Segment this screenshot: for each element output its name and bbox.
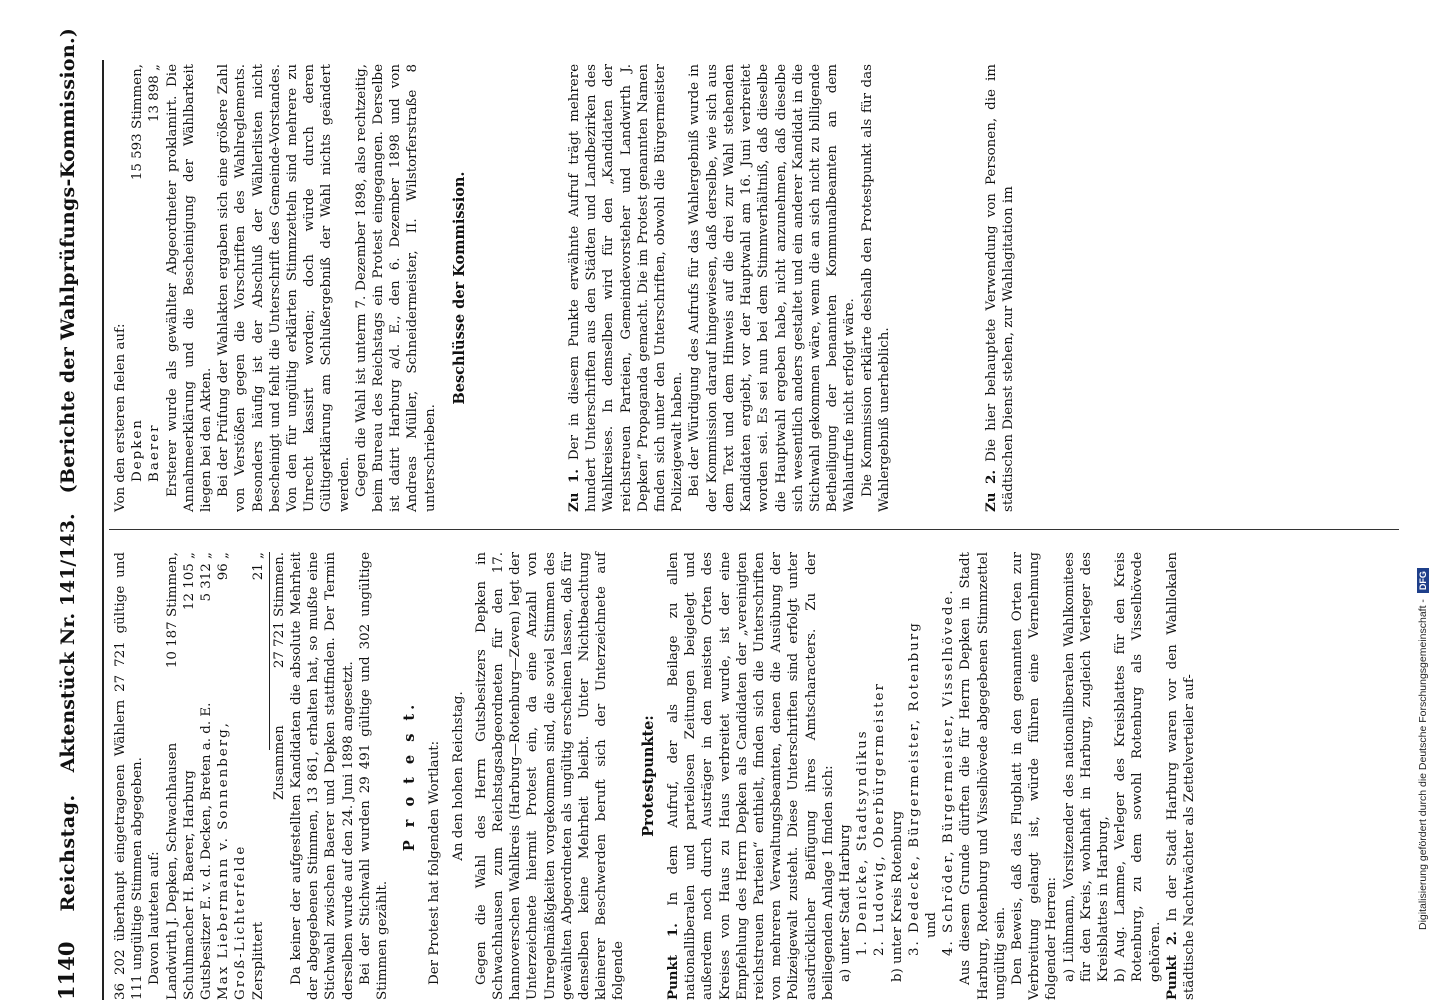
witness-item: b) Aug. Lamme, Verleger des Kreisblattes für den Kreis Rotenburg, zu dem sowohl Rotenburg als Visselhövede gehören. (1113, 552, 1163, 982)
beschluesse-heading: Beschlüsse der Kommission. (450, 171, 468, 405)
vote-row (181, 552, 198, 1000)
page-number: 1140 (54, 941, 79, 1000)
dfg-logo: DFG (1417, 568, 1429, 593)
vote-row (250, 552, 267, 1000)
candidate-name: Gutsbesitzer E. v. d. Decken, Breten a. d. E. (199, 702, 215, 1000)
zu-1-paragraph (566, 64, 686, 512)
candidate-name: Depken (130, 418, 146, 482)
paragraph: 36 202 überhaupt eingetragenen Wählern 27 721 gültige und 111 ungültige Stimmen abgegeben. (113, 552, 146, 1000)
candidate-name: Baerer (147, 423, 163, 482)
vote-row (146, 64, 163, 512)
paragraph: Von den ersteren fielen auf: (113, 323, 128, 512)
zu-2-paragraph (983, 64, 1017, 512)
list-item: 4. Schröder, Bürgermeister, Visselhövede. (941, 588, 957, 956)
vote-count: 5 312 „ (199, 552, 215, 602)
list-item: 3. Dedecke, Bürgermeister, Rotenburg (906, 621, 922, 956)
candidate-name: Zersplittert (250, 921, 266, 1000)
page-header (54, 27, 96, 1000)
witness-item: a) Lühmann, Vorsitzender des nationalliberalen Wahlkomitees für den Kreis, wohnhaft in Harburg, zugleich Verleger des Kreisblattes in Harburg, (1061, 552, 1111, 982)
document-number: Aktenstück Nr. 141/143. (57, 513, 79, 773)
vote-row (129, 64, 146, 512)
punkt-label: Punkt 2. (1163, 931, 1180, 1000)
candidate-name: Max Liebermann v. Sonnenberg, Groß-Lichterfelde (216, 721, 249, 1000)
digitization-notice-inner (1408, 70, 1434, 930)
punkt-1-paragraph (665, 552, 837, 1000)
institution-name: Reichstag. (57, 794, 79, 912)
list-item: a) unter Stadt Harburg (837, 824, 853, 982)
address-line: An den hohen Reichstag. (450, 691, 466, 861)
punkt-2-paragraph (1164, 552, 1198, 1000)
punkt-label: Punkt 1. (664, 923, 681, 1000)
punkt-text: In der Stadt Harburg waren vor den Wahllokalen städtische Nachtwächter als Zettelverteiler auf- (1164, 552, 1197, 1000)
paragraph: Davon lauteten auf: (147, 851, 163, 985)
vote-total-row (271, 552, 288, 1000)
total-value: 27 721 Stimmen. (271, 552, 287, 669)
vote-count: 13 898 „ (147, 64, 163, 123)
paragraph: Die Kommission erklärte deshalb den Protestpunkt als für das Wahlergebniß unerheblich. (859, 64, 892, 512)
spacer (893, 64, 983, 512)
column-divider (109, 529, 1399, 530)
paragraph: Den Beweis, daß das Flugblatt in den genannten Orten zur Verbreitung gelangt ist, würde führen eine Vernehmung folgender Herren: (1009, 552, 1060, 1000)
total-label: Zusammen (271, 725, 287, 800)
right-column (112, 64, 1017, 512)
paragraph: Gegen die Wahl ist unterm 7. Dezember 1898, also rechtzeitig, beim Bureau des Reichstags ein Protest eingegangen. Derselbe ist datirt Harburg a/d. E., den 6. Dezember 1898 und von Andreas Müller, Schneidermeister, II. Wilstorferstraße 8 unterschrieben. (353, 64, 438, 512)
list-item: 1. Denicke, Stadtsyndikus (855, 729, 871, 956)
vote-count: 15 593 Stimmen, (130, 64, 146, 181)
protestpunkte-heading: Protestpunkte: (639, 715, 657, 837)
vote-count: 12 105 „ (181, 552, 197, 611)
vote-count: 96 „ (216, 552, 232, 581)
paragraph: Bei der Prüfung der Wahlakten ergaben sich eine größere Zahl von Verstößen gegen die Vorschriften des Wahlreglements. Besonders häufig ist der Abschluß der Wählerlisten nicht bescheinigt und fehlt die Unterschrift des Gemeinde-Vorstandes. Von den für ungültig erklärten Stimmzetteln sind mehrere zu Unrecht kassirt worden; doch würde durch deren Gültigerklärung am Schlußergebniß der Wahl nichts geändert werden. (216, 64, 352, 512)
header-rule (102, 60, 104, 1000)
left-column (112, 552, 1198, 1000)
paragraph: Ersterer wurde als gewählter Abgeordneter proklamirt. Die Annahmeerklärung und die Bescheinigung der Wählbarkeit liegen bei den Akten. (164, 64, 215, 512)
candidate-name: Landwirth J. Depken, Schwachhausen (164, 742, 180, 1000)
section-title: (Berichte der Wahlprüfungs-Kommission.) (57, 27, 79, 494)
paragraph: Bei der Würdigung des Aufrufs für das Wahlergebniß wurde in der Kommission darauf hingewiesen, daß derselbe, wie sich aus dem Text und dem Hinweis auf die drei zur Wahl stehenden Kandidaten ergiebt, vor der Hauptwahl am 16. Juni verbreitet worden sei. Es sei nun bei dem Stimmverhältniß, daß dieselbe die Hauptwahl ergeben habe, nicht anzunehmen, daß dieselbe sich wesentlich anders gestaltet und ein anderer Kandidat in die Stichwahl gekommen wäre, wenn die an sich nicht zu billigende Betheiligung der benannten Kommunalbeamten an dem Wahlaufrufe nicht erfolgt wäre. (687, 64, 858, 512)
spacer (476, 64, 566, 512)
list-item: b) unter Kreis Rotenburg (889, 810, 905, 982)
digitization-text: Digitalisierung gefördert durch die Deutsche Forschungsgemeinschaft - (1417, 599, 1429, 930)
protest-heading: P r o t e s t. (401, 700, 419, 852)
paragraph: Der Protest hat folgenden Wortlaut: (427, 740, 443, 985)
list-item: und (923, 912, 939, 938)
vote-count: 21 „ (250, 552, 266, 581)
list-item: 2. Ludowig, Oberbürgermeister (872, 682, 888, 956)
paragraph: Bei der Stichwahl wurden 29 491 gültige und 302 ungültige Stimmen gezählt. (357, 552, 391, 1000)
vote-count: 10 187 Stimmen, (164, 552, 180, 669)
punkt-text: In dem Aufruf, der als Beilage zu allen nationalliberalen und parteilosen Zeitungen beigelegt und außerdem noch durch Austräger in den meisten Orten des Kreises von Haus zu Haus verbreitet wurde, ist der eine Empfehlung des Herrn Depken als Candidaten der „vereinigten reichstreuen Parteien“ enthielt, finden sich die Unterschriften von mehreren Verwaltungsbeamten, denen die Ausübung der Polizeigewalt zusteht. Diese Unterschriften sind erfolgt unter ausdrücklicher Beifügung ihres Amtscharacters. Zu der beiliegenden Anlage 1 finden sich: (665, 552, 836, 1000)
sum-rule (269, 552, 270, 750)
paragraph: Aus diesem Grunde dürften die für Herrn Depken in Stadt Harburg, Rotenburg und Visselhövede abgegebenen Stimmzettel ungültig sein. (958, 552, 1008, 1000)
zu-label: Zu 2. (982, 470, 999, 512)
vote-row (164, 552, 181, 1000)
digitization-notice (1408, 70, 1434, 930)
vote-row (215, 552, 249, 1000)
paragraph: Da keiner der aufgestellten Kandidaten die absolute Mehrheit der abgegebenen Stimmen, 13 861, erhalten hat, so mußte eine Stichwahl zwischen Baerer und Depken stattfinden. Der Termin derselben wurde auf den 24. Juni 1898 angesetzt. (289, 552, 356, 1000)
paragraph: Gegen die Wahl des Herrn Gutsbesitzers Depken in Schwachhausen zum Reichstagsabgeordneten für den 17. hannoverschen Wahlkreis (Harburg—Rotenburg—Zeven) legt der Unterzeichnete hiermit Protest ein, da eine Anzahl von Unregelmäßigkeiten vorgekommen sind, die soviel Stimmen des gewählten Abgeordneten als ungültig erscheinen lassen, daß für denselben keine Mehrheit bleibt. Unter Nichtbeachtung kleinerer Beschwerden beruft sich der Unterzeichnete auf folgende (473, 552, 627, 1000)
candidate-name: Schuhmacher H. Baerer, Harburg (181, 770, 197, 1000)
document-page (54, 27, 1408, 1000)
zu-text: Der in diesem Punkte erwähnte Aufruf trägt mehrere hundert Unterschriften aus den Städten und Landbezirken des Wahlkreises. In demselben wird für den „Kandidaten der reichstreuen Parteien, Gemeindevorsteher und Landwirth J. Depken“ Propaganda gemacht. Die im Protest genannten Namen finden sich unter den Unterschriften, obwohl die Bürgermeister Polizeigewalt haben. (567, 64, 686, 512)
zu-text: Die hier behauptete Verwendung von Personen, die im städtischen Dienst stehen, zur Wahlagitation im (983, 64, 1017, 512)
zu-label: Zu 1. (566, 469, 583, 512)
vote-row (198, 552, 215, 1000)
